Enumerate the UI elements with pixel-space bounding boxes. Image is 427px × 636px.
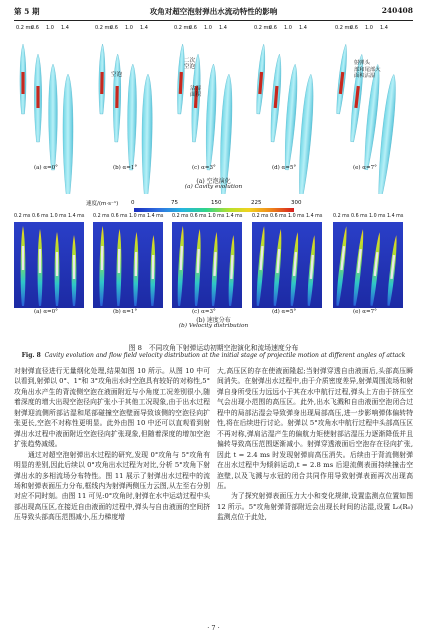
colorbar-tick: 225 — [251, 200, 262, 206]
time-label: 1.4 ms — [306, 214, 323, 219]
time-label: 0.6 — [110, 25, 118, 31]
time-label: 1.4 ms — [68, 214, 85, 219]
subfigure-label: (a) α=0° — [34, 309, 58, 315]
cavity-projectile — [113, 54, 122, 142]
colorbar-tick: 75 — [171, 200, 178, 206]
cavity-projectile — [255, 44, 267, 114]
subfigure-label: (e) α=7° — [353, 165, 377, 171]
subfigure-label: (b) α=1° — [113, 165, 138, 171]
colorbar-tick: 150 — [211, 200, 222, 206]
time-label: 1.4 ms — [387, 214, 404, 219]
time-label: 1.4 ms — [226, 214, 243, 219]
annotation-secondary-cavity: 二次空泡 — [184, 58, 196, 70]
time-label: 1.0 ms — [369, 214, 386, 219]
paragraph: 通过对超空泡射弹出水过程的研究,发现 0°攻角与 5°攻角有明显的差别,因此后续以 0°攻角出水过程为对比,分析 5°攻角下射弹出水的多相流场分布特性。图 11 展示了射弹出水过程中的流场和射弹表面压力分布,框线内为射弹两侧压力云图,从左至右分别对应不同时刻。由图 11 可见:0°攻角时,射弹在水中运动过程中头部出现高压区,在接近自由液面的过程中,弹头与自由液面的空间挤压导致头部高压范围减小,压力梯度增 — [14, 450, 210, 522]
cavity-projectile — [49, 64, 58, 170]
time-label: 1.0 — [365, 25, 373, 31]
projectile-body — [73, 255, 75, 279]
time-label: 1.0 ms — [129, 214, 146, 219]
body-column-left — [14, 366, 210, 523]
projectile-body — [152, 255, 155, 279]
caption-a-cn: (a) 空泡演化 — [196, 178, 231, 185]
colorbar-tick: 300 — [291, 200, 302, 206]
time-label: 1.0 — [284, 25, 292, 31]
caption-b-en: (b) Velocity distribution — [178, 323, 249, 329]
time-label: 1.4 — [140, 25, 148, 31]
cavity-projectile — [282, 64, 299, 170]
figure-caption-en: Fig. 8 Cavity evolution and flow field velocity distribution at the initial stage of projectile motion at different angles of attack — [21, 352, 406, 359]
subfigure-label: (a) α=0° — [34, 165, 58, 171]
projectile-body — [101, 246, 104, 270]
cavity-projectile — [98, 44, 105, 114]
time-label: 0.2 ms — [252, 214, 269, 219]
time-label: 1.0 ms — [208, 214, 225, 219]
time-label: 0.6 ms — [270, 214, 287, 219]
body-column-right — [217, 366, 413, 523]
projectile-core — [21, 72, 24, 94]
time-label: 1.0 ms — [50, 214, 67, 219]
time-label: 0.2 ms — [14, 214, 31, 219]
time-label: 0.6 — [350, 25, 358, 31]
time-label: 0.6 — [31, 25, 39, 31]
time-label: 0.2 ms — [333, 214, 350, 219]
time-label: 0.6 ms — [190, 214, 207, 219]
projectile-body — [118, 249, 121, 273]
time-label: 1.4 ms — [147, 214, 164, 219]
annotation-wetted-area: 沾湿面积 — [190, 86, 202, 98]
cavity-projectile — [362, 64, 382, 170]
time-label: 1.0 ms — [288, 214, 305, 219]
caption-a-en: (a) Cavity evolution — [184, 184, 243, 190]
projectile-core — [36, 86, 39, 108]
annotation-head-tail-wetting: 射弹头 部和尾部大 面积沾湿 — [354, 60, 381, 79]
cavity-projectile — [20, 44, 26, 114]
subfigure-label: (e) α=7° — [353, 309, 377, 315]
time-label: 0.2 ms — [174, 25, 192, 31]
time-label: 0.2 ms — [93, 214, 110, 219]
subfigure-label: (d) α=5° — [272, 165, 297, 171]
time-label: 1.0 — [125, 25, 133, 31]
projectile-body — [39, 249, 41, 273]
header-rule — [14, 20, 413, 21]
time-label: 0.6 — [269, 25, 277, 31]
time-label: 0.2 ms — [172, 214, 189, 219]
caption-b-cn: (b) 速度分布 — [196, 317, 231, 324]
time-label: 0.6 ms — [351, 214, 368, 219]
cavity-projectile — [335, 44, 349, 114]
issue-number: 第 5 期 — [14, 7, 40, 16]
cavity-projectile — [176, 44, 185, 114]
subfigure-label: (c) α=3° — [192, 165, 216, 171]
subfigure-label: (c) α=3° — [192, 309, 216, 315]
time-label: 0.2 ms — [16, 25, 34, 31]
time-label: 0.2 ms — [95, 25, 113, 31]
time-label: 0.6 ms — [32, 214, 49, 219]
annotation-cavity: 空泡 — [111, 72, 123, 78]
running-header — [14, 6, 413, 19]
time-label: 0.2 ms — [254, 25, 272, 31]
cavity-projectile — [269, 54, 283, 142]
paragraph: 大,高压区的存在使液面隆起;当射弹穿透自由液面后,头部高压瞬间消失。在射弹出水过程中,由于介质密度差异,射弹周围流场和射弹自身所受压力远远小于其在水中航行过程,弹头上方由于挤压空气会出现小范围的高压区。此外,出水飞溅和自由液面空泡闭合过程中的局部沾湿会导致弹身出现局部高压,进一步影响弹体偏转特性,将在后续进行讨论。射弹以 5°攻角水中航行过程中头部高压区不再对称,弹肩沾湿产生的偏航力矩使射部沾湿压力逐渐降低并且偏转导致高压范围逐渐减小。射弹穿透液面后空泡存在径向扩张,因此 t = 2.4 ms 时发现射弹肩高压消失。后续由于背流侧射弹在出水过程中为倾斜运动,t = 2.8 ms 后迎流侧表面持续撞击空泡壁,以及飞溅与水冠的闭合共同作用导致射弹表面再次出现高压。 — [217, 367, 413, 490]
time-label: 1.0 — [204, 25, 212, 31]
colorbar-label: 速度/(m·s⁻¹) — [86, 201, 119, 207]
projectile-body — [56, 252, 58, 276]
cavity-projectile — [127, 64, 137, 170]
subfigure-label: (d) α=5° — [272, 309, 297, 315]
paragraph: 对射弹直径进行无量纲化处理,结果如图 10 所示。从图 10 中可以看到,射弹以 0°、1°和 3°攻角出水时空泡具有较好的对称性,5°攻角出水产生的背流侧空泡在液面附近与小角度工况差别很小,随着深度的增大出现空泡径向扩张小于其他工况现象,由于出水过程射弹迎流侧所部沾湿和尾部碰撞空泡壁面导致该侧的空泡径向扩张更长,空泡不对称性更明显。此外由图 10 中还可以直观看到射弹出水过程中液面附近空泡径向扩张现象,但随着深度的增加空泡扩张趋势减缓。 — [14, 367, 210, 449]
cavity-projectile — [34, 54, 41, 142]
time-label: 0.6 — [189, 25, 197, 31]
page-number: · 7 · — [207, 624, 220, 632]
projectile-body — [135, 252, 138, 276]
time-label: 1.4 — [299, 25, 307, 31]
paragraph: 为了探究射弹表面压力大小和变化规律,设置监测点位置如图 12 所示。5°攻角射弹背部附近会出现长时间的沾湿,设置 L₀(R₀) 监测点位于此处, — [217, 492, 413, 522]
projectile-body — [22, 246, 24, 270]
subfigure-label: (b) α=1° — [113, 309, 138, 315]
time-label: 1.4 — [219, 25, 227, 31]
figure-velocity-distribution — [14, 222, 413, 310]
projectile-core — [100, 72, 104, 94]
time-label: 0.2 ms — [335, 25, 353, 31]
time-label: 1.4 — [61, 25, 69, 31]
article-number: 240408 — [381, 6, 413, 15]
running-title: 攻角对超空泡射弹出水流动特性的影响 — [149, 7, 278, 16]
velocity-colorbar — [134, 208, 294, 212]
projectile-core — [115, 86, 119, 108]
figure-caption-cn: 图 8 不同攻角下射弹运动初期空泡演化和流场速度分布 — [128, 344, 299, 352]
time-label: 1.4 — [380, 25, 388, 31]
cavity-projectile — [204, 64, 218, 170]
time-label: 1.0 — [46, 25, 54, 31]
time-label: 0.6 ms — [111, 214, 128, 219]
colorbar-tick: 0 — [131, 200, 135, 206]
